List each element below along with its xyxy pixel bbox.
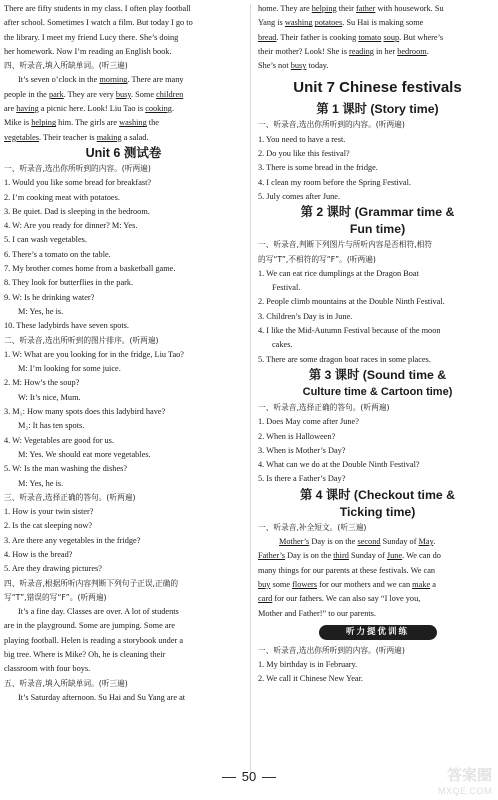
text-line: M: Yes. We should eat more vegetables. [18, 449, 151, 459]
text-line: Mother and Father!” to our parents. [258, 608, 376, 618]
unit-test-heading: Unit 6 测试卷 [85, 145, 162, 160]
answer-word: buy [258, 579, 271, 589]
text-line: 5. July comes after June. [258, 191, 341, 201]
text-line: 3. Are there any vegetables in the fridge? [4, 535, 141, 545]
answer-word: morning [99, 75, 128, 85]
answer-word: cooking [145, 104, 172, 114]
watermark [420, 768, 492, 798]
text-line: 3. When is Mother’s Day? [258, 445, 346, 455]
answer-word: May [418, 537, 434, 547]
text-line: 2. M: How’s the soup? [4, 378, 80, 388]
answer-word: children [156, 89, 184, 99]
text-line: 1. How is your twin sister? [4, 507, 94, 517]
section-instruction: 写“T”,错误的写“F”。(听两遍) [4, 592, 107, 602]
text-line: buy some flowers for our mothers and we can make a [258, 579, 436, 589]
text-line: Festival. [272, 283, 301, 293]
text-line: 4. I like the Mid-Autumn Festival because of the moon [258, 326, 441, 336]
page-number-dash-left [222, 777, 236, 778]
text-line: M: I’m looking for some juice. [18, 364, 121, 374]
text-line: Father’s Day is on the third Sunday of June. We can do [258, 551, 441, 561]
answer-word: bedroom [397, 46, 427, 56]
section-instruction: 二、听录音,选出所听到的图片排序。(听两遍) [4, 335, 159, 345]
section-instruction: 一、听录音,选出你所听到的内容。(听两遍) [258, 120, 405, 130]
text-line: 3. M₁: How many spots does this ladybird have? [4, 407, 166, 417]
text-line: M: Yes, he is. [18, 478, 64, 488]
answer-word: helping [31, 118, 57, 128]
text-line: 3. There is some bread in the fridge. [258, 163, 378, 173]
text-line: 2. We call it Chinese New Year. [258, 674, 363, 684]
answer-word: Mother’s [279, 537, 310, 547]
text-line: bread. Their father is cooking tomato soup. But where’s [258, 32, 444, 42]
text-line: 1. We can eat rice dumplings at the Dragon Boat [258, 268, 419, 278]
answer-word: busy [115, 89, 131, 99]
text-line: 5. W: Is the man washing the dishes? [4, 464, 128, 474]
text-line: 2. I’m cooking meat with potatoes. [4, 192, 120, 202]
text-line: people in the park. They are very busy. Some children [4, 89, 184, 99]
text-line: 10. These ladybirds have seven spots. [4, 321, 129, 331]
text-line: 4. What can we do at the Double Ninth Festival? [258, 460, 420, 470]
text-line: 1. My birthday is in February. [258, 660, 358, 670]
lesson-heading: Ticking time) [339, 504, 416, 519]
text-line: after school. Sometimes I watch a film. But today I go to [4, 18, 193, 28]
text-line: 4. W: Are you ready for dinner? M: Yes. [4, 221, 138, 231]
text-line: 2. Do you like this festival? [258, 149, 350, 159]
answer-word: make [412, 579, 431, 589]
answer-word: father [356, 4, 376, 13]
text-line: are having a picnic here. Look! Liu Tao is cooking. [4, 104, 175, 114]
answer-word: making [96, 132, 122, 142]
text-line: 9. W: Is he drinking water? [4, 292, 95, 302]
answer-word: potatoes [314, 18, 343, 28]
answer-word: washing [284, 18, 313, 28]
answer-word: park [48, 89, 64, 99]
text-line: M₂: It has ten spots. [18, 421, 85, 431]
answer-word: tomato [358, 32, 382, 42]
answer-word: third [333, 551, 349, 561]
text-line: 1. W: What are you looking for in the fridge, Liu Tao? [4, 349, 184, 359]
text-line: classroom with four boys. [4, 664, 91, 674]
section-instruction: 一、听录音,选出你所听到的内容。(听两遍) [258, 645, 405, 655]
section-instruction: 三、听录音,选择正确的答句。(听两遍) [4, 492, 136, 502]
left-column [4, 2, 243, 705]
lesson-heading: Culture time & Cartoon time) [302, 385, 453, 398]
unit-heading: Unit 7 Chinese festivals [293, 79, 462, 97]
text-line: 1. You need to have a rest. [258, 134, 346, 144]
answer-word: vegetables [4, 132, 40, 142]
answer-word: soup [383, 32, 400, 42]
text-line: 3. Children’s Day is in June. [258, 311, 353, 321]
section-instruction: 一、听录音,选择正确的答句。(听两遍) [258, 402, 390, 412]
text-line: Mother’s Day is on the second Sunday of May. [279, 537, 436, 547]
section-instruction: 的写“T”,不相符的写“F”。(听两遍) [258, 254, 376, 264]
text-line: 5. Are they drawing pictures? [4, 564, 102, 574]
section-instruction: 一、听录音,选出你所听到的内容。(听两遍) [4, 163, 151, 173]
text-line: 5. There are some dragon boat races in some places. [258, 354, 431, 364]
text-line: Yang is washing potatoes. Su Hai is making some [258, 18, 424, 28]
section-instruction: 四、听录音,填入所缺单词。(听三遍) [4, 61, 128, 71]
text-line: 3. Be quiet. Dad is sleeping in the bedroom. [4, 206, 150, 216]
text-line: their mother? Look! She is reading in her bedroom. [258, 46, 429, 56]
text-line: She’s not busy today. [258, 61, 329, 71]
text-line: vegetables. Their teacher is making a salad. [4, 132, 149, 142]
lesson-heading: 第 2 课时 (Grammar time & [300, 205, 455, 220]
answer-word: June [386, 551, 403, 561]
text-line: 4. How is the bread? [4, 549, 73, 559]
page-number-text: 50 [241, 769, 257, 784]
text-line: 8. They look for butterflies in the park. [4, 278, 134, 288]
text-line: 2. People climb mountains at the Double Ninth Festival. [258, 297, 445, 307]
text-line: big tree. Where is Mike? Oh, he is cleaning their [4, 650, 166, 660]
text-line: playing football. Helen is reading a storybook under a [4, 635, 184, 645]
watermark-logo: 答案圈 [446, 766, 492, 784]
text-line: 7. My brother comes home from a basketball game. [4, 264, 176, 274]
right-column [258, 2, 497, 687]
text-line: home. They are helping their father with housework. Su [258, 4, 444, 13]
text-line: It’s seven o’clock in the morning. There are many [18, 75, 184, 85]
answer-word: flowers [292, 579, 318, 589]
text-line: Mike is helping him. The girls are washing the [4, 118, 159, 128]
text-line: cakes. [272, 340, 293, 350]
text-line: 1. Would you like some bread for breakfast? [4, 178, 152, 188]
text-line: 4. W: Vegetables are good for us. [4, 435, 114, 445]
lesson-heading: 第 4 课时 (Checkout time & [299, 487, 456, 502]
watermark-text: MXQE.COM [437, 785, 492, 796]
text-line: 5. Is there a Father’s Day? [258, 474, 346, 484]
lesson-heading: 第 3 课时 (Sound time & [308, 367, 447, 382]
page-number-dash-right [262, 777, 276, 778]
text-line: 4. I clean my room before the Spring Festival. [258, 177, 411, 187]
text-line: There are fifty students in my class. I often play football [4, 4, 191, 13]
text-line: 2. Is the cat sleeping now? [4, 521, 93, 531]
text-line: her homework. Now I’m reading an English book. [4, 46, 172, 56]
text-line: 6. There’s a tomato on the table. [4, 249, 111, 259]
answer-word: washing [119, 118, 147, 128]
lesson-heading: 第 1 课时 (Story time) [316, 102, 439, 117]
answer-word: Father’s [258, 551, 286, 561]
answer-word: second [357, 537, 381, 547]
text-line: 5. I can wash vegetables. [4, 235, 87, 245]
answer-word: helping [311, 4, 337, 13]
text-line: M: Yes, he is. [18, 306, 64, 316]
lesson-heading: Fun time) [349, 222, 406, 237]
text-line: W: It’s nice, Mum. [18, 392, 81, 402]
section-banner: 听力提优训练 [319, 625, 437, 640]
text-line: the library. I meet my friend Lucy there. She’s doing [4, 32, 179, 42]
text-line: card for our fathers. We can also say “I love you, [258, 594, 421, 604]
text-line: It’s Saturday afternoon. Su Hai and Su Yang are at [18, 692, 186, 702]
answer-word: bread [258, 32, 277, 42]
answer-word: busy [290, 61, 307, 71]
section-instruction: 一、听录音,判断下列图片与所听内容是否相符,相符 [258, 240, 433, 250]
answer-word: having [16, 104, 39, 114]
section-instruction: 一、听录音,补全短文。(听三遍) [258, 522, 367, 532]
answer-word: reading [349, 46, 374, 56]
text-line: It’s a fine day. Classes are over. A lot of students [18, 607, 179, 617]
text-line: 2. When is Halloween? [258, 431, 336, 441]
section-instruction: 五、听录音,填入所缺单词。(听三遍) [4, 678, 128, 688]
text-line: 1. Does May come after June? [258, 417, 359, 427]
text-line: many things for our parents at these festivals. We can [258, 565, 436, 575]
column-divider [250, 4, 251, 776]
section-instruction: 四、听录音,根据所听内容判断下列句子正误,正确的 [4, 578, 179, 588]
answer-word: card [258, 594, 273, 604]
text-line: are in the playground. Some are jumping. Some are [4, 621, 175, 631]
